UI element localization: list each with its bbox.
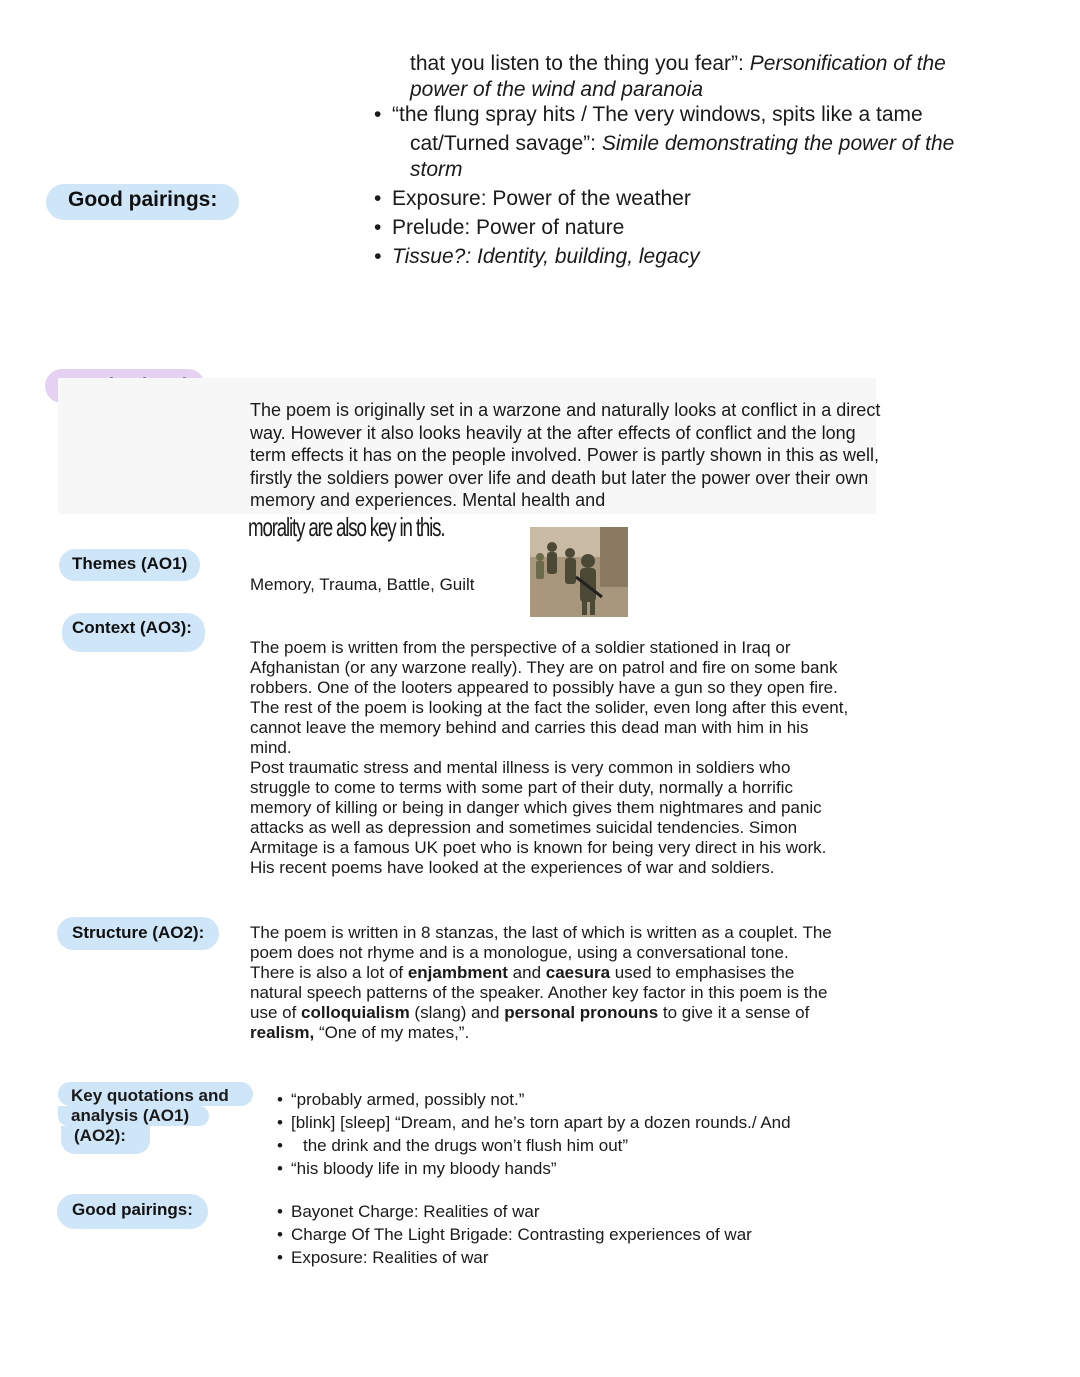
structure-paragraph: The poem is written in 8 stanzas, the last of which is written as a couplet. The poem does not rhyme and is a monologue, using a conversational tone. (250, 923, 832, 962)
quote-continuation-analysis: power of the wind and paranoia (410, 78, 704, 101)
pairing-item: • Bayonet Charge: Realities of war (277, 1200, 877, 1223)
structure-label: Structure (AO2): (57, 917, 219, 950)
context-label: Context (AO3): (62, 613, 205, 652)
themes-label: Themes (AO1) (59, 549, 200, 581)
quotation-item: • “his bloody life in my bloody hands” (277, 1157, 877, 1180)
context-paragraph: The poem is written from the perspective of a soldier stationed in Iraq or Afghanistan (or any warzone really). They are on patrol and fire on some bank robbers. One of the looters appeared to possibly have a gun so they open fire. The rest of the poem is looking at the fact the solider, even long after this event, cannot leave the memory behind and carries this dead man with him in his mind. (250, 638, 849, 757)
pairing-item: • Exposure: Realities of war (277, 1246, 877, 1269)
intro-text-tail: morality are also key in this. (248, 512, 445, 542)
quotation-item: • “probably armed, possibly not.” (277, 1088, 877, 1111)
pairing-item: • Prelude: Power of nature (372, 215, 1012, 241)
intro-text: The poem is originally set in a warzone and naturally looks at conflict in a direct way. However it also looks heavily at the after effects of conflict and the long term effects it has on the people involved. Power is partly shown in this as well, firstly the soldiers power over life and death but later the power over their own memory and experiences. Mental health and (250, 400, 881, 510)
quote-bullet-analysis: storm (410, 158, 463, 181)
key-quotations-list (277, 1088, 877, 1180)
pairing-item: • Tissue?: Identity, building, legacy (372, 244, 1012, 270)
good-pairings-label-top: Good pairings: (46, 184, 239, 220)
good-pairings-list (277, 1200, 877, 1269)
quote-bullet: • “the flung spray hits / The very windows, spits like a tame (372, 102, 1012, 128)
soldiers-photo (530, 527, 628, 617)
quote-continuation: that you listen to the thing you fear”: Personification of the (410, 52, 946, 75)
context-text (250, 638, 850, 878)
key-quotations-label-line: (AO2): (61, 1126, 150, 1154)
quote-bullet-continuation: cat/Turned savage”: Simile demonstrating the power of the (410, 132, 955, 155)
key-quotations-label-line: analysis (AO1) (58, 1106, 209, 1126)
themes-text: Memory, Trauma, Battle, Guilt (250, 575, 475, 594)
quotation-item: • [blink] [sleep] “Dream, and he’s torn apart by a dozen rounds./ And (277, 1111, 877, 1134)
good-pairings-list-top (372, 186, 1012, 270)
context-paragraph: Post traumatic stress and mental illness is very common in soldiers who struggle to come to terms with some part of their duty, normally a horrific memory of killing or being in danger which gives them nightmares and panic attacks as well as depression and sometimes suicidal tendencies. Simon Armitage is a famous UK poet who is known for being very direct in his work. His recent poems have looked at the experiences of war and soldiers. (250, 758, 827, 877)
key-quotations-label-line: Key quotations and (58, 1082, 253, 1106)
key-quotations-label (58, 1082, 258, 1154)
structure-text (250, 923, 850, 1043)
previous-quotations (372, 51, 1012, 183)
good-pairings-label: Good pairings: (57, 1194, 208, 1229)
soldiers-photo-image (530, 527, 628, 617)
pairing-item: • Charge Of The Light Brigade: Contrasting experiences of war (277, 1223, 877, 1246)
structure-paragraph: There is also a lot of enjambment and caesura used to emphasises the natural speech patterns of the speaker. Another key factor in this poem is the use of colloquialism (slang) and personal pronouns to give it a sense of realism, “One of my mates,”. (250, 963, 828, 1042)
pairing-item: • Exposure: Power of the weather (372, 186, 1012, 212)
quotation-item-continuation: • the drink and the drugs won’t flush him out” (277, 1134, 877, 1157)
